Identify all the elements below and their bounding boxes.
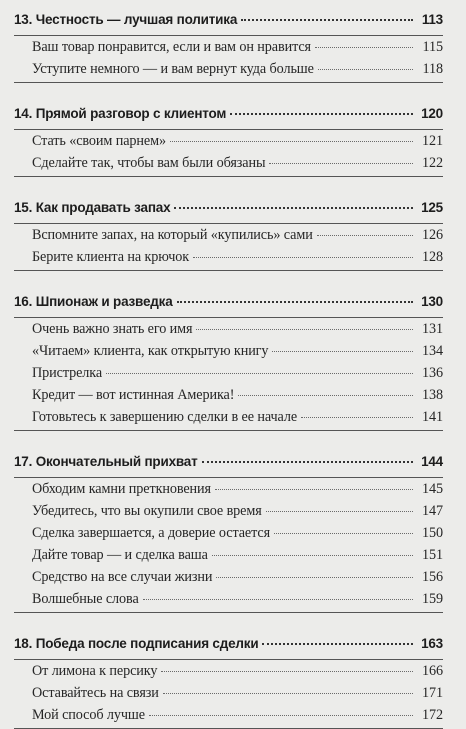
dot-leader xyxy=(143,599,413,600)
dot-leader xyxy=(318,69,413,70)
dot-leader xyxy=(170,141,413,142)
toc-entry xyxy=(14,39,443,61)
chapter-title: 15. Как продавать запах xyxy=(14,200,171,215)
entry-page-number: 159 xyxy=(422,591,443,607)
dot-leader xyxy=(269,163,413,164)
toc-entry xyxy=(14,343,443,365)
chapter-title: 17. Окончательный прихват xyxy=(14,454,198,469)
toc-chapter xyxy=(14,636,443,729)
dot-leader xyxy=(174,207,413,209)
chapter-title: 18. Победа после подписания сделки xyxy=(14,636,259,651)
entry-title: Оставайтесь на связи xyxy=(32,685,159,701)
toc-entry xyxy=(14,61,443,83)
entry-title: Дайте товар — и сделка ваша xyxy=(32,547,208,563)
entry-page-number: 145 xyxy=(422,481,443,497)
toc-entry xyxy=(14,503,443,525)
toc-entry xyxy=(14,133,443,155)
entry-title: Средство на все случаи жизни xyxy=(32,569,213,585)
divider xyxy=(14,129,443,130)
chapter-heading xyxy=(14,12,443,34)
entry-title: Ваш товар понравится, если и вам он нравится xyxy=(32,39,311,55)
toc-chapter xyxy=(14,294,443,431)
dot-leader xyxy=(196,329,413,330)
dot-leader xyxy=(266,511,413,512)
dot-leader xyxy=(317,235,413,236)
entry-page-number: 141 xyxy=(422,409,443,425)
entry-page-number: 115 xyxy=(422,39,443,55)
toc-entry xyxy=(14,249,443,271)
entry-page-number: 147 xyxy=(422,503,443,519)
entry-title: Обходим камни преткновения xyxy=(32,481,211,497)
chapter-page-number: 130 xyxy=(421,294,443,309)
dot-leader xyxy=(315,47,413,48)
entry-page-number: 171 xyxy=(422,685,443,701)
dot-leader xyxy=(216,577,413,578)
entry-title: Готовьтесь к завершению сделки в ее начале xyxy=(32,409,298,425)
dot-leader xyxy=(301,417,413,418)
entry-title: Очень важно знать его имя xyxy=(32,321,193,337)
entry-title: Кредит — вот истинная Америка! xyxy=(32,387,235,403)
chapter-heading xyxy=(14,636,443,658)
toc-entry xyxy=(14,663,443,685)
toc-chapter xyxy=(14,454,443,613)
chapter-heading xyxy=(14,294,443,316)
divider xyxy=(14,317,443,318)
divider xyxy=(14,477,443,478)
dot-leader xyxy=(212,555,413,556)
dot-leader xyxy=(215,489,413,490)
chapter-page-number: 163 xyxy=(421,636,443,651)
divider xyxy=(14,223,443,224)
toc-entry xyxy=(14,525,443,547)
entry-page-number: 166 xyxy=(422,663,443,679)
chapter-title: 14. Прямой разговор с клиентом xyxy=(14,106,227,121)
entry-page-number: 172 xyxy=(422,707,443,723)
toc-entry xyxy=(14,481,443,503)
toc-chapter xyxy=(14,12,443,83)
toc-entry xyxy=(14,569,443,591)
divider xyxy=(14,659,443,660)
toc-entry xyxy=(14,365,443,387)
entry-page-number: 156 xyxy=(422,569,443,585)
chapter-title: 13. Честность — лучшая политика xyxy=(14,12,238,27)
dot-leader xyxy=(106,373,413,374)
entry-page-number: 122 xyxy=(422,155,443,171)
entry-title: Волшебные слова xyxy=(32,591,139,607)
toc-entry xyxy=(14,707,443,729)
dot-leader xyxy=(202,461,413,463)
dot-leader xyxy=(161,671,413,672)
chapter-heading xyxy=(14,454,443,476)
chapter-page-number: 113 xyxy=(421,12,443,27)
dot-leader xyxy=(274,533,413,534)
entry-title: От лимона к персику xyxy=(32,663,158,679)
chapter-heading xyxy=(14,200,443,222)
entry-page-number: 136 xyxy=(422,365,443,381)
dot-leader xyxy=(163,693,413,694)
divider xyxy=(14,35,443,36)
entry-page-number: 131 xyxy=(422,321,443,337)
toc-entry xyxy=(14,591,443,613)
toc-chapter xyxy=(14,106,443,177)
dot-leader xyxy=(149,715,413,716)
entry-page-number: 150 xyxy=(422,525,443,541)
entry-title: Уступите немного — и вам вернут куда больше xyxy=(32,61,314,77)
chapter-heading xyxy=(14,106,443,128)
toc-entry xyxy=(14,321,443,343)
dot-leader xyxy=(241,19,413,21)
dot-leader xyxy=(272,351,413,352)
chapter-title: 16. Шпионаж и разведка xyxy=(14,294,173,309)
entry-page-number: 128 xyxy=(422,249,443,265)
entry-title: Вспомните запах, на который «купились» сами xyxy=(32,227,313,243)
dot-leader xyxy=(230,113,413,115)
entry-page-number: 138 xyxy=(422,387,443,403)
dot-leader xyxy=(238,395,413,396)
chapter-page-number: 120 xyxy=(421,106,443,121)
dot-leader xyxy=(177,301,413,303)
entry-title: Пристрелка xyxy=(32,365,103,381)
entry-title: Убедитесь, что вы окупили свое время xyxy=(32,503,262,519)
toc-chapter xyxy=(14,200,443,271)
dot-leader xyxy=(193,257,413,258)
entry-page-number: 121 xyxy=(422,133,443,149)
entry-title: Сделайте так, чтобы вам были обязаны xyxy=(32,155,266,171)
entry-page-number: 118 xyxy=(422,61,443,77)
chapter-page-number: 144 xyxy=(421,454,443,469)
entry-page-number: 134 xyxy=(422,343,443,359)
toc-entry xyxy=(14,547,443,569)
entry-page-number: 126 xyxy=(422,227,443,243)
entry-title: Берите клиента на крючок xyxy=(32,249,190,265)
toc-entry xyxy=(14,227,443,249)
entry-title: Мой способ лучше xyxy=(32,707,145,723)
toc-entry xyxy=(14,685,443,707)
toc-entry xyxy=(14,409,443,431)
entry-title: Сделка завершается, а доверие остается xyxy=(32,525,271,541)
entry-page-number: 151 xyxy=(422,547,443,563)
entry-title: Стать «своим парнем» xyxy=(32,133,166,149)
chapter-page-number: 125 xyxy=(421,200,443,215)
dot-leader xyxy=(262,643,413,645)
toc-entry xyxy=(14,387,443,409)
entry-title: «Читаем» клиента, как открытую книгу xyxy=(32,343,269,359)
toc-entry xyxy=(14,155,443,177)
